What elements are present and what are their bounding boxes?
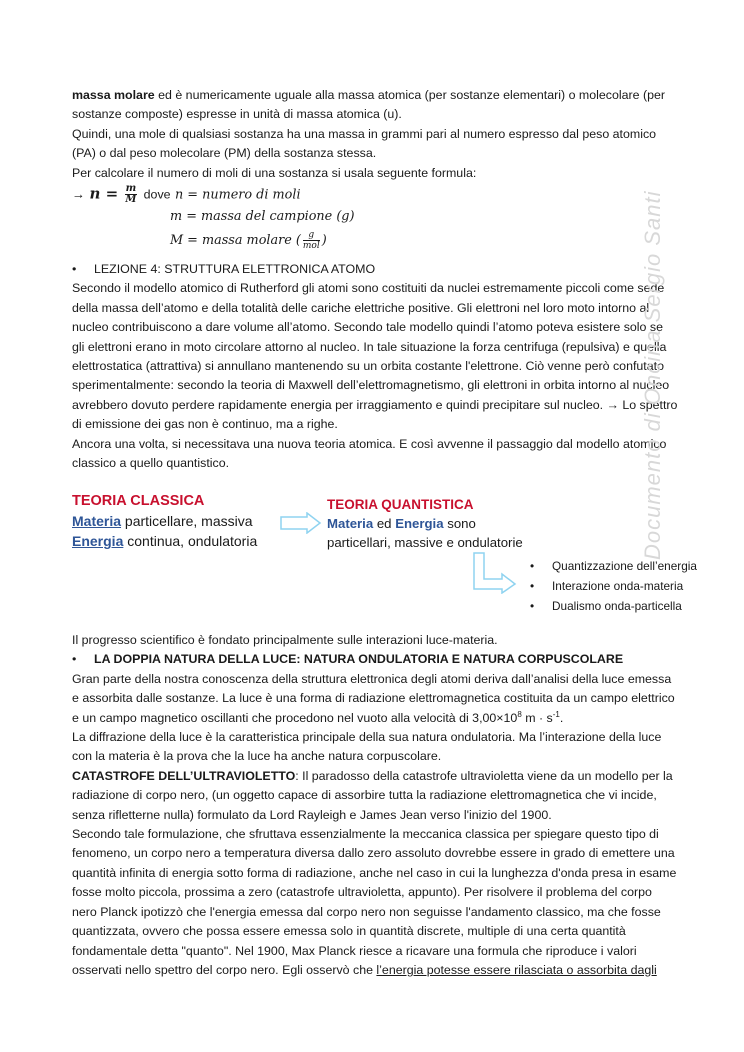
arrow-symbol: → [72,186,85,202]
paragraph-planck [72,825,678,980]
quantistica-block [327,495,523,552]
formula-def-m: m = massa del campione (g) [170,209,355,225]
keyword: Energia [395,516,444,531]
fraction-denominator: M [125,194,137,206]
text: : Il paradosso della catastrofe ultravioletta viene da un modello per la radiazione di corpo nero, (un oggetto capace di assorbire tutta la radiazione elettromagnetica che vi incide, senza rifletterne nulla) formulato da Lord Rayleigh e James Jean verso l'inizio del 1900. [72,768,673,822]
paragraph-massa-molare [72,86,678,125]
classica-block [72,491,257,551]
watermark: Documento di Oncina Sergio Santi [640,190,665,560]
quantum-features-list [530,556,697,616]
formula-def-m-row [72,207,678,228]
classica-line-energia [72,531,257,551]
term-massa-molare: massa molare [72,88,155,102]
keyword: Materia [72,513,122,529]
text: Gran parte della nostra conoscenza della struttura elettronica degli atomi deriva dall’analisi della luce emessa e assorbita dalle sostanze. La luce è una forma di radiazione elettromagnetica costituita da un campo elettrico e un campo magnetico oscillanti che procedono nel vuoto alla velocità di 3,00×10 [72,671,675,725]
quantistica-line-2: particellari, massive e ondulatorie [327,535,523,550]
unit-numerator: g [303,230,320,241]
heading-text: LA DOPPIA NATURA DELLA LUCE: NATURA ONDULATORIA E NATURA CORPUSCOLARE [94,652,624,667]
formula-def-M-row [72,228,678,256]
paragraph-rutherford: Secondo il modello atomico di Rutherford gli atomi sono costituiti da nuclei estremamente piccoli come sede della massa dell’atomo e della totalità delle cariche elettriche positive. Gli elettroni nel loro moto intorno al nucleo contribuiscono a dare volume all’atomo. Secondo tale modello quindi l’atomo poteva esistere solo se gli elettroni erano in moto circolare attorno al nucleo. In tale situazione la forza centrifuga (repulsiva) e quella elettrostatica (attrattiva) si annullano mantenendo su un orbita costante l'elettrone. Ciò venne però confutato sperimentalmente: secondo la teoria di Maxwell dell’elettromagnetismo, gli elettroni in orbita intorno al nucleo avrebbero dovuto perdere rapidamente energia per irraggiamento e quindi precipitare sul nucleo. → Lo spettro di emissione dei gas non è continuo, ma a righe. [72,281,678,432]
keyword: Materia [327,516,374,531]
paragraph-formula-intro: Per calcolare il numero di moli di una sostanza si usala seguente formula: [72,165,477,180]
text: sono [443,516,476,531]
classica-line-materia [72,511,257,531]
text: . [559,710,564,725]
classica-title: TEORIA CLASSICA [72,493,205,509]
formula-lhs: n = [89,184,119,203]
exponent: -1 [552,709,560,719]
paragraph-progresso: Il progresso scientifico è fondato principalmente sulle interazioni luce-materia. [72,633,498,647]
paragraph-nuova-teoria: Ancora una volta, si necessitava una nuova teoria atomica. E così avvenne il passaggio dal modello atomico classico a quello quantistico. [72,436,667,471]
paragraph-mole: Quindi, una mole di qualsiasi sostanza ha una massa in grammi pari al numero espresso dal peso atomico (PA) o dal peso molecolare (PM) della sostanza stessa. [72,126,657,161]
quantistica-line-1 [327,514,523,533]
dove-label: dove [143,187,171,202]
exponent: 8 [517,709,522,719]
text: ed [373,516,396,531]
text: ed è numericamente uguale alla massa atomica (per sostanze elementari) o molecolare (per sostanze composte) espresse in unità di massa atomica (u). [72,88,666,122]
list-item: • Quantizzazione dell’energia [530,556,697,576]
document-page [72,86,678,474]
text: continua, ondulatoria [123,533,258,549]
unit: m · s [521,710,553,725]
text: particellare, massiva [121,513,253,529]
unit-denominator: mol [302,241,320,252]
paragraph-luce [72,670,678,728]
paragraph-diffrazione: La diffrazione della luce è la caratteristica principale della sua natura ondulatoria. Ma l’interazione della luce con la materia è la prova che la luce ha anche natura corpuscolare. [72,730,662,764]
paragraph-catastrofe [72,767,678,825]
formula-def-n: n = numero di moli [174,187,301,203]
quantistica-title: TEORIA QUANTISTICA [327,497,474,512]
text: ) [321,233,327,249]
heading-lezione-4: • LEZIONE 4: STRUTTURA ELETTRONICA ATOMO [72,260,678,279]
text: Secondo tale formulazione, che sfruttava essenzialmente la meccanica classica per spiegare questo tipo di fenomeno, un corpo nero a temperatura diversa dallo zero assoluto dovrebbe essere in grado di emettere una quantità infinita di energia sotto forma di radiazione, anche nel caso in cui la lunghezza d'onda presa in esame fosse molto piccola, prossima a zero (catastrofe ultravioletta, appunto). Per risolvere il problema del corpo nero Planck ipotizzò che l'energia emessa dal corpo nero non seguisse l'andamento classico, ma che fosse quantizzata, ovvero che possa essere emessa solo in quantità discrete, multiple di una certa quantità fondamentale detta "quanto". Nel 1900, Max Planck riesce a ricavare una formula che riproduce i valori osservati nello spettro del corpo nero. Egli osservò che [72,827,677,977]
formula-fraction [125,184,138,205]
bent-arrow-icon [472,552,518,594]
formula-moles [72,184,678,207]
list-item: • Interazione onda-materia [530,576,697,596]
document-page-lower [72,631,678,980]
list-item: • Dualismo onda-particella [530,596,697,616]
right-arrow-icon [280,512,322,534]
unit-fraction [303,230,320,251]
fraction-numerator: m [125,183,137,195]
term-catastrofe: CATASTROFE DELL’ULTRAVIOLETTO [72,768,296,783]
underlined-text: l’energia potesse essere rilasciata o assorbita dagli [376,962,657,977]
formula-def-M [170,230,327,251]
keyword: Energia [72,533,124,549]
heading-doppia-natura [72,650,678,669]
text: M = massa molare ( [170,233,301,249]
